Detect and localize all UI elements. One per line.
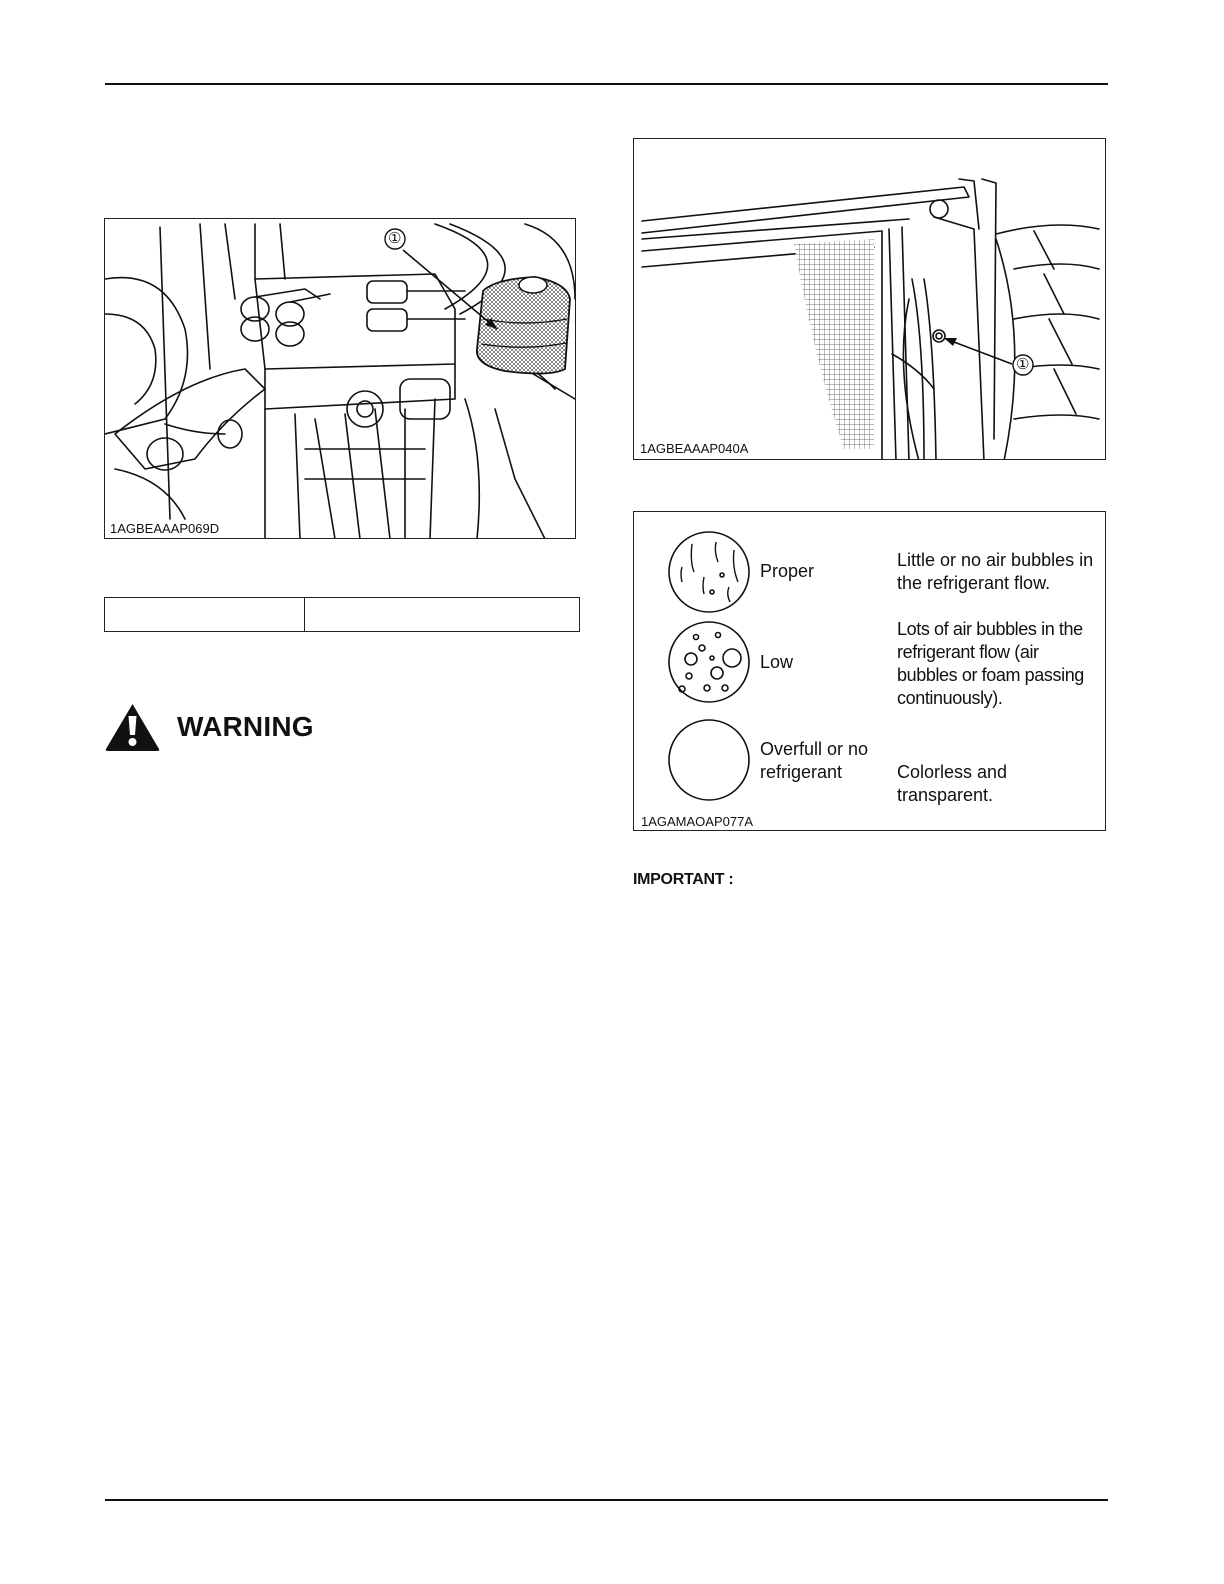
hydraulic-figure [104, 218, 576, 539]
sight-glass-figure [633, 511, 1106, 831]
hydraulic-illustration [105, 219, 576, 539]
overfull-sight-glass [669, 720, 749, 800]
header-rule [105, 83, 1108, 85]
condenser-figure-code: 1AGBEAAAP040A [640, 441, 749, 456]
footer-rule [105, 1499, 1108, 1501]
warning-icon [104, 702, 161, 752]
description-low: Lots of air bubbles in the refrigerant flow (air bubbles or foam passing continuously). [897, 619, 1084, 708]
hydraulic-figure-code: 1AGBEAAAP069D [110, 521, 222, 536]
warning-heading [104, 702, 314, 752]
condenser-figure [633, 138, 1106, 460]
hydraulic-callout: ① [388, 230, 402, 247]
important-label: IMPORTANT : [633, 871, 734, 888]
condenser-illustration [634, 139, 1106, 460]
condenser-callout: ① [1016, 356, 1030, 373]
description-proper: Little or no air bubbles in the refrigerant flow. [897, 550, 1094, 593]
state-low: Low [760, 652, 794, 672]
state-proper: Proper [760, 561, 815, 581]
spec-table [104, 597, 580, 632]
spec-table-cell [305, 598, 579, 631]
description-overfull: Colorless and transparent. [897, 762, 1008, 805]
warning-label: WARNING [177, 711, 314, 742]
spec-table-cell [105, 598, 305, 631]
state-overfull: Overfull or no refrigerant [760, 739, 869, 782]
sight-glass-figure-code: 1AGAMAOAP077A [641, 814, 753, 829]
